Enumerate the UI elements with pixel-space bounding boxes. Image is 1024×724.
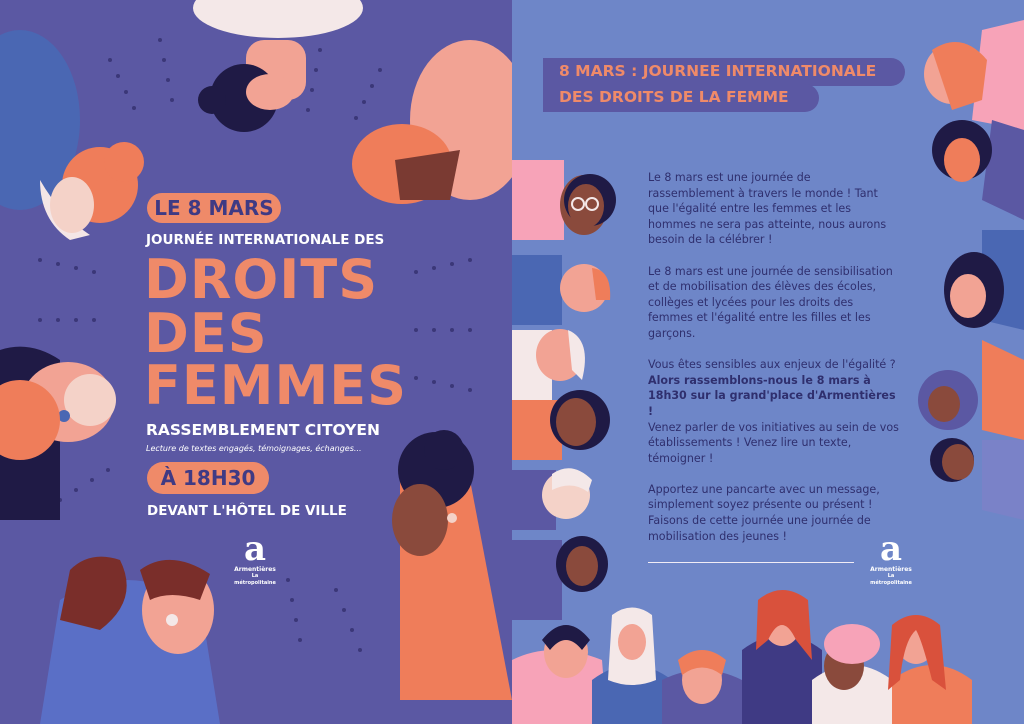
- event-detail: Lecture de textes engagés, témoignages, échanges...: [146, 444, 362, 453]
- headline-banner: [543, 52, 905, 116]
- title-line-1: DROITS: [144, 248, 379, 311]
- headline-line-1: 8 MARS : JOURNEE INTERNATIONALE: [559, 62, 877, 80]
- right-poster: [512, 0, 1024, 724]
- paragraph-5: Faisons de cette journée une journée de mobilisation des jeunes !: [648, 514, 871, 543]
- armentieres-logo: [232, 529, 278, 587]
- logo-tagline-right: La métropolitaine: [870, 573, 912, 586]
- time-badge: À 18H30: [147, 462, 269, 494]
- body-text: [648, 170, 900, 560]
- logo-name-right: Armentières: [870, 566, 912, 573]
- date-badge: LE 8 MARS: [147, 193, 281, 223]
- logo-letter: a: [243, 529, 267, 569]
- event-name: RASSEMBLEMENT CITOYEN: [146, 421, 380, 439]
- title-line-3: FEMMES: [144, 354, 408, 417]
- divider: [648, 562, 854, 563]
- armentieres-logo-right: [868, 529, 914, 587]
- title-line-2: DES: [144, 302, 268, 365]
- paragraph-3-bold: Alors rassemblons-nous le 8 mars à 18h30 sur la grand'place d'Armentières !: [648, 373, 896, 418]
- headline-line-2: DES DROITS DE LA FEMME: [559, 88, 789, 106]
- paragraph-4: Apportez une pancarte avec un message, simplement soyez présente ou présent !: [648, 482, 880, 512]
- logo-tagline: La métropolitaine: [234, 573, 276, 586]
- paragraph-3: [648, 357, 900, 466]
- event-location: DEVANT L'HÔTEL DE VILLE: [147, 503, 347, 519]
- logo-letter-right: a: [879, 529, 903, 569]
- paragraph-3-intro: Vous êtes sensibles aux enjeux de l'égalité ?: [648, 358, 896, 372]
- paragraph-3-end: Venez parler de vos initiatives au sein de vos établissements ! Venez lire un texte, témoigner !: [648, 420, 899, 465]
- paragraph-1: Le 8 mars est une journée de rassemblement à travers le monde ! Tant que l'égalité entre les femmes et les hommes ne sera pas atteinte, nous aurons besoin de la célébrer !: [648, 171, 887, 247]
- paragraph-2: Le 8 mars est une journée de sensibilisation et de mobilisation des élèves des écoles, collèges et lycées pour les droits des femmes et l'égalité entre les filles et les garçons.: [648, 264, 893, 340]
- event-subtitle: JOURNÉE INTERNATIONALE DES: [146, 232, 385, 248]
- logo-name: Armentières: [234, 566, 276, 573]
